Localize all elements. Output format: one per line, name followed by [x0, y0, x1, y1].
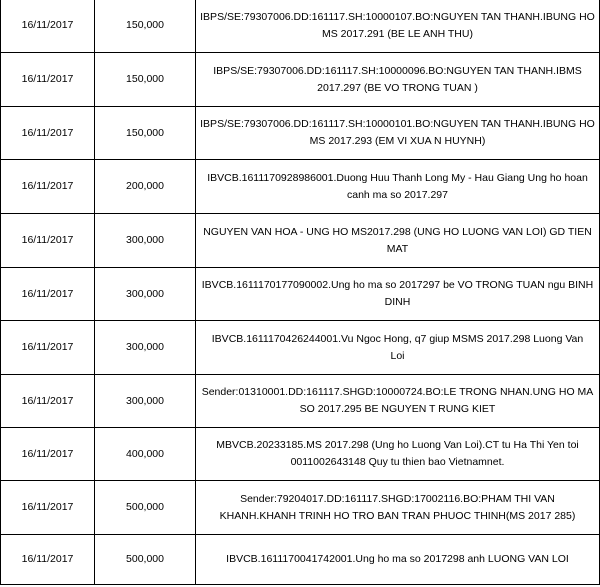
table-row — [1, 53, 600, 107]
ledger-body — [1, 0, 600, 585]
description-line: Sender:01310001.DD:161117.SHGD:10000724.BO:LE TRONG NHAN.UNG HO MA — [201, 386, 594, 398]
description-line: SO 2017.295 BE NGUYEN T RUNG KIET — [299, 403, 496, 415]
description-line: IBVCB.1611170426244001.Vu Ngoc Hong, q7 giup MSMS 2017.298 Luong Van — [211, 332, 584, 345]
table-row — [1, 535, 600, 585]
description-cell — [196, 0, 600, 53]
table-row — [1, 428, 600, 481]
date-cell: 16/11/2017 — [1, 321, 95, 375]
description-line: MS 2017.291 (BE LE ANH THU) — [322, 27, 473, 40]
description-line: 0011002643148 Quy tu thien bao Vietnamnet. — [290, 456, 505, 468]
amount-cell: 150,000 — [95, 107, 196, 160]
amount-cell: 300,000 — [95, 214, 196, 268]
table-row — [1, 321, 600, 375]
table-row — [1, 214, 600, 268]
description-line: IBPS/SE:79307006.DD:161117.SH:10000107.BO:NGUYEN TAN THANH.IBUNG HO — [200, 10, 595, 23]
table-row — [1, 268, 600, 321]
description-line: Sender:79204017.DD:161117.SHGD:17002116.BO:PHAM THI VAN — [240, 492, 555, 505]
amount-cell: 300,000 — [95, 268, 196, 321]
amount-cell: 400,000 — [95, 428, 196, 481]
table-row — [1, 0, 600, 53]
description-cell — [196, 160, 600, 214]
description-line: 2017.297 (BE VO TRONG TUAN ) — [317, 81, 478, 94]
description-line: IBVCB.1611170177090002.Ung ho ma so 2017297 be VO TRONG TUAN ngu BINH — [201, 279, 594, 291]
description-line: NGUYEN VAN HOA - UNG HO MS2017.298 (UNG HO LUONG VAN LOI) GD TIEN — [203, 225, 592, 238]
date-cell: 16/11/2017 — [1, 268, 95, 321]
amount-cell: 150,000 — [95, 53, 196, 107]
description-line: IBVCB.1611170928986001.Duong Huu Thanh Long My - Hau Giang Ung ho hoan — [207, 171, 588, 184]
amount-cell: 500,000 — [95, 481, 196, 535]
description-cell — [196, 428, 600, 481]
date-cell: 16/11/2017 — [1, 535, 95, 585]
description-line: IBPS/SE:79307006.DD:161117.SH:10000101.BO:NGUYEN TAN THANH.IBUNG HO — [200, 118, 595, 130]
description-line: canh ma so 2017.297 — [347, 188, 448, 201]
date-cell: 16/11/2017 — [1, 160, 95, 214]
table-row — [1, 375, 600, 428]
description-line: Loi — [390, 349, 405, 362]
description-line: IBPS/SE:79307006.DD:161117.SH:10000096.BO:NGUYEN TAN THANH.IBMS — [213, 64, 582, 77]
description-cell — [196, 53, 600, 107]
description-line: IBVCB.1611170041742001.Ung ho ma so 2017298 anh LUONG VAN LOI — [226, 553, 569, 565]
date-cell: 16/11/2017 — [1, 481, 95, 535]
description-cell — [196, 375, 600, 428]
description-line: KHANH.KHANH TRINH HO TRO BAN TRAN PHUOC THINH(MS 2017 285) — [219, 509, 576, 522]
description-cell — [196, 535, 600, 585]
date-cell: 16/11/2017 — [1, 53, 95, 107]
table-row — [1, 160, 600, 214]
date-cell: 16/11/2017 — [1, 0, 95, 53]
description-line: DINH — [384, 296, 411, 308]
description-cell — [196, 321, 600, 375]
table-row — [1, 107, 600, 160]
amount-cell: 200,000 — [95, 160, 196, 214]
date-cell: 16/11/2017 — [1, 214, 95, 268]
description-line: MBVCB.20233185.MS 2017.298 (Ung ho Luong Van Loi).CT tu Ha Thi Yen toi — [216, 439, 579, 451]
description-cell — [196, 107, 600, 160]
description-cell — [196, 268, 600, 321]
amount-cell: 300,000 — [95, 321, 196, 375]
description-line: MS 2017.293 (EM VI XUA N HUYNH) — [309, 135, 486, 147]
amount-cell: 300,000 — [95, 375, 196, 428]
date-cell: 16/11/2017 — [1, 375, 95, 428]
amount-cell: 150,000 — [95, 0, 196, 53]
description-cell — [196, 214, 600, 268]
table-row — [1, 481, 600, 535]
date-cell: 16/11/2017 — [1, 428, 95, 481]
description-cell — [196, 481, 600, 535]
amount-cell: 500,000 — [95, 535, 196, 585]
date-cell: 16/11/2017 — [1, 107, 95, 160]
description-line: MAT — [386, 242, 409, 255]
